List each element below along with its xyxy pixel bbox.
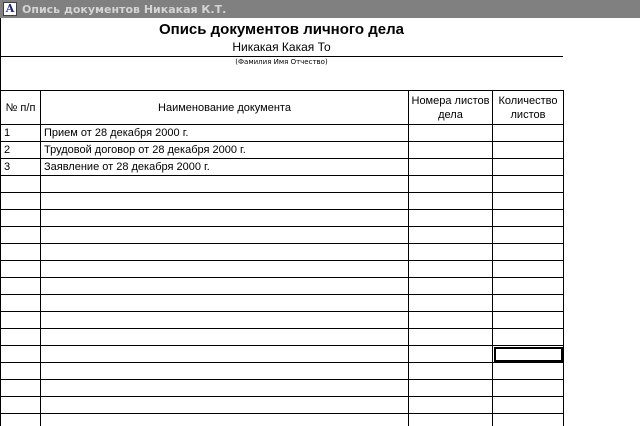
cell-number[interactable] (1, 227, 41, 244)
cell-number[interactable] (1, 176, 41, 193)
cell-document-name[interactable] (41, 244, 409, 261)
cell-sheet-count[interactable] (493, 278, 564, 295)
cell-document-name[interactable] (41, 210, 409, 227)
cell-sheet-count[interactable] (493, 397, 564, 414)
cell-sheet-numbers[interactable] (409, 397, 493, 414)
name-underline (0, 56, 563, 57)
cell-number[interactable] (1, 244, 41, 261)
cell-sheet-count[interactable] (493, 414, 564, 426)
table-row (1, 397, 564, 414)
cell-number[interactable] (1, 261, 41, 278)
cell-number[interactable] (1, 312, 41, 329)
cell-document-name[interactable] (41, 329, 409, 346)
cell-document-name[interactable] (41, 312, 409, 329)
cell-number[interactable]: 2 (1, 142, 41, 159)
table-row (1, 261, 564, 278)
table-row (1, 176, 564, 193)
person-name: Никакая Какая То (232, 40, 331, 54)
document-app-icon[interactable]: A (3, 2, 17, 16)
cell-sheet-count[interactable] (493, 176, 564, 193)
cell-document-name[interactable] (41, 363, 409, 380)
cell-sheet-numbers[interactable] (409, 193, 493, 210)
table-row (1, 125, 564, 142)
cell-document-name[interactable]: Прием от 28 декабря 2000 г. (41, 125, 409, 142)
cell-number[interactable] (1, 210, 41, 227)
cell-document-name[interactable] (41, 227, 409, 244)
cell-document-name[interactable] (41, 261, 409, 278)
table-row (1, 210, 564, 227)
cell-sheet-numbers[interactable] (409, 346, 493, 363)
cell-sheet-count[interactable] (493, 295, 564, 312)
cell-sheet-count[interactable] (493, 193, 564, 210)
cell-number[interactable] (1, 363, 41, 380)
header-sheet-numbers[interactable]: Номера листов дела (409, 91, 493, 125)
table-header-row (1, 91, 564, 125)
cell-document-name[interactable]: Заявление от 28 декабря 2000 г. (41, 159, 409, 176)
table-row (1, 227, 564, 244)
cell-number[interactable] (1, 278, 41, 295)
cell-number[interactable] (1, 414, 41, 426)
name-caption: (Фамилия Имя Отчество) (235, 58, 328, 66)
cell-document-name[interactable] (41, 346, 409, 363)
cell-document-name[interactable] (41, 380, 409, 397)
document-title: Опись документов личного дела (158, 21, 404, 38)
cell-sheet-numbers[interactable] (409, 210, 493, 227)
cell-sheet-count[interactable] (493, 261, 564, 278)
document-page (0, 18, 640, 426)
cell-sheet-count[interactable] (493, 312, 564, 329)
cell-number[interactable]: 1 (1, 125, 41, 142)
inventory-table (0, 90, 564, 426)
table-row (1, 278, 564, 295)
cell-sheet-numbers[interactable] (409, 142, 493, 159)
cell-sheet-numbers[interactable] (409, 312, 493, 329)
cell-document-name[interactable] (41, 278, 409, 295)
table-row (1, 159, 564, 176)
table-row (1, 312, 564, 329)
cell-sheet-count[interactable] (493, 346, 564, 363)
cell-sheet-numbers[interactable] (409, 295, 493, 312)
cell-sheet-numbers[interactable] (409, 261, 493, 278)
cell-sheet-numbers[interactable] (409, 414, 493, 426)
cell-sheet-count[interactable] (493, 363, 564, 380)
table-row (1, 363, 564, 380)
cell-sheet-numbers[interactable] (409, 329, 493, 346)
cell-number[interactable] (1, 193, 41, 210)
table-row (1, 142, 564, 159)
table-row (1, 346, 564, 363)
cell-sheet-count[interactable] (493, 125, 564, 142)
cell-number[interactable] (1, 380, 41, 397)
cell-sheet-numbers[interactable] (409, 244, 493, 261)
table-row (1, 380, 564, 397)
cell-sheet-count[interactable] (493, 329, 564, 346)
table-row (1, 244, 564, 261)
cell-sheet-count[interactable] (493, 210, 564, 227)
cell-sheet-count[interactable] (493, 159, 564, 176)
cell-number[interactable] (1, 329, 41, 346)
cell-document-name[interactable] (41, 193, 409, 210)
cell-document-name[interactable] (41, 176, 409, 193)
cell-sheet-numbers[interactable] (409, 176, 493, 193)
header-document-name[interactable]: Наименование документа (41, 91, 409, 125)
cell-number[interactable] (1, 295, 41, 312)
table-row (1, 193, 564, 210)
window-titlebar[interactable] (0, 0, 640, 18)
cell-sheet-numbers[interactable] (409, 380, 493, 397)
cell-number[interactable] (1, 397, 41, 414)
cell-sheet-numbers[interactable] (409, 278, 493, 295)
window-title: Опись документов Никакая К.Т. (22, 2, 227, 16)
cell-sheet-count[interactable] (493, 227, 564, 244)
table-row (1, 295, 564, 312)
cell-sheet-count[interactable] (493, 244, 564, 261)
cell-number[interactable] (1, 346, 41, 363)
cell-document-name[interactable]: Трудовой договор от 28 декабря 2000 г. (41, 142, 409, 159)
cell-sheet-count[interactable] (493, 380, 564, 397)
cell-document-name[interactable] (41, 295, 409, 312)
table-body (1, 125, 564, 426)
cell-sheet-numbers[interactable] (409, 363, 493, 380)
cell-document-name[interactable] (41, 414, 409, 426)
table-row (1, 414, 564, 426)
cell-document-name[interactable] (41, 397, 409, 414)
table-row (1, 329, 564, 346)
cell-number[interactable]: 3 (1, 159, 41, 176)
cell-sheet-numbers[interactable] (409, 159, 493, 176)
cell-sheet-count[interactable] (493, 142, 564, 159)
cell-sheet-numbers[interactable] (409, 227, 493, 244)
cell-sheet-numbers[interactable] (409, 125, 493, 142)
header-sheet-count[interactable]: Количество листов (493, 91, 564, 125)
header-number[interactable]: № п/п (1, 91, 41, 125)
